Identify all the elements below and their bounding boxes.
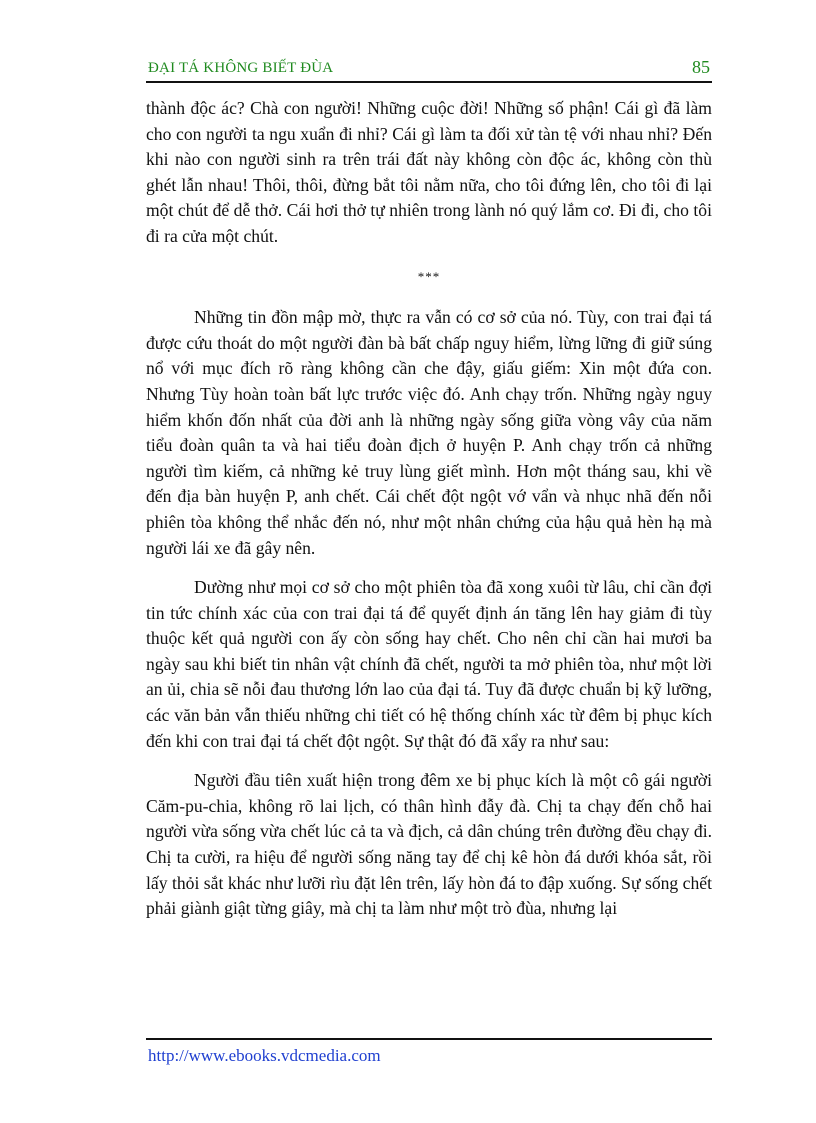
body-text [146, 96, 712, 936]
section-separator: *** [417, 268, 441, 284]
page-number: 85 [692, 57, 710, 77]
header-divider [146, 81, 712, 83]
running-header [146, 56, 712, 80]
book-title: ĐẠI TÁ KHÔNG BIẾT ĐÙA [148, 60, 334, 76]
paragraph-1: thành độc ác? Chà con người! Những cuộc đời! Những số phận! Cái gì đã làm cho con người ta ngu xuẩn đi nhỉ? Cái gì làm ta đối xử tàn tệ với nhau nhỉ? Đến khi nào con người sinh ra trên trái đất này không còn độc ác, không còn thù ghét lẫn nhau! Thôi, thôi, đừng bắt tôi nằm nữa, cho tôi đứng lên, cho tôi đi lại một chút để dễ thở. Cái hơi thở tự nhiên trong lành nó quý lắm cơ. Đi đi, cho tôi đi ra cửa một chút. [146, 98, 712, 246]
footer-website-link[interactable]: http://www.ebooks.vdcmedia.com [148, 1046, 381, 1065]
paragraph-2: Những tin đồn mập mờ, thực ra vẫn có cơ sở của nó. Tùy, con trai đại tá được cứu thoát do một người đàn bà bất chấp nguy hiểm, lừng lững đi giữ súng nổ với mục đích rõ ràng không cần che đậy, giấu giếm: Xin một đứa con. Nhưng Tùy hoàn toàn bất lực trước việc đó. Anh chạy trốn. Những ngày nguy hiểm khốn đốn nhất của đời anh là những ngày sống giữa vòng vây của năm tiểu đoàn quân ta và hai tiểu đoàn địch ở huyện P. Anh chạy trốn cả những người tìm kiếm, cả những kẻ truy lùng giết mình. Hơn một tháng sau, khi về đến địa bàn huyện P, anh chết. Cái chết đột ngột vớ vẩn và nhục nhã đến nỗi phiên tòa không thể nhắc đến nó, như một nhân chứng của hậu quả hèn hạ mà người lái xe đã gây nên. [146, 307, 712, 558]
footer-divider [146, 1038, 712, 1040]
paragraph-3: Dường như mọi cơ sở cho một phiên tòa đã xong xuôi từ lâu, chỉ cần đợi tin tức chính xác của con trai đại tá để quyết định án tăng lên hay giảm đi tùy thuộc kết quả người con ấy còn sống hay chết. Cho nên chỉ cần hai mươi ba ngày sau khi biết tin nhân vật chính đã chết, người ta mở phiên tòa, như một lời an ủi, chia sẽ nỗi đau thương lớn lao của đại tá. Tuy đã được chuẩn bị kỹ lưỡng, các văn bản vẫn thiếu những chi tiết có hệ thống chính xác từ đêm bị phục kích đến khi con trai đại tá chết đột ngột. Sự thật đó đã xẩy ra như sau: [146, 577, 712, 751]
paragraph-4: Người đầu tiên xuất hiện trong đêm xe bị phục kích là một cô gái người Căm-pu-chia, không rõ lai lịch, có thân hình đẫy đà. Chị ta chạy đến chỗ hai người vừa sống vừa chết lúc cả ta và địch, cả dân chúng trên đường đều chạy đi. Chị ta cười, ra hiệu để người sống năng tay để chị kê hòn đá dưới khóa sắt, rồi lấy thỏi sắt khác như lưỡi rìu đặt lên trên, lấy hòn đá to đập xuống. Sự sống chết phải giành giật từng giây, mà chị ta làm như một trò đùa, nhưng lại [146, 770, 712, 919]
